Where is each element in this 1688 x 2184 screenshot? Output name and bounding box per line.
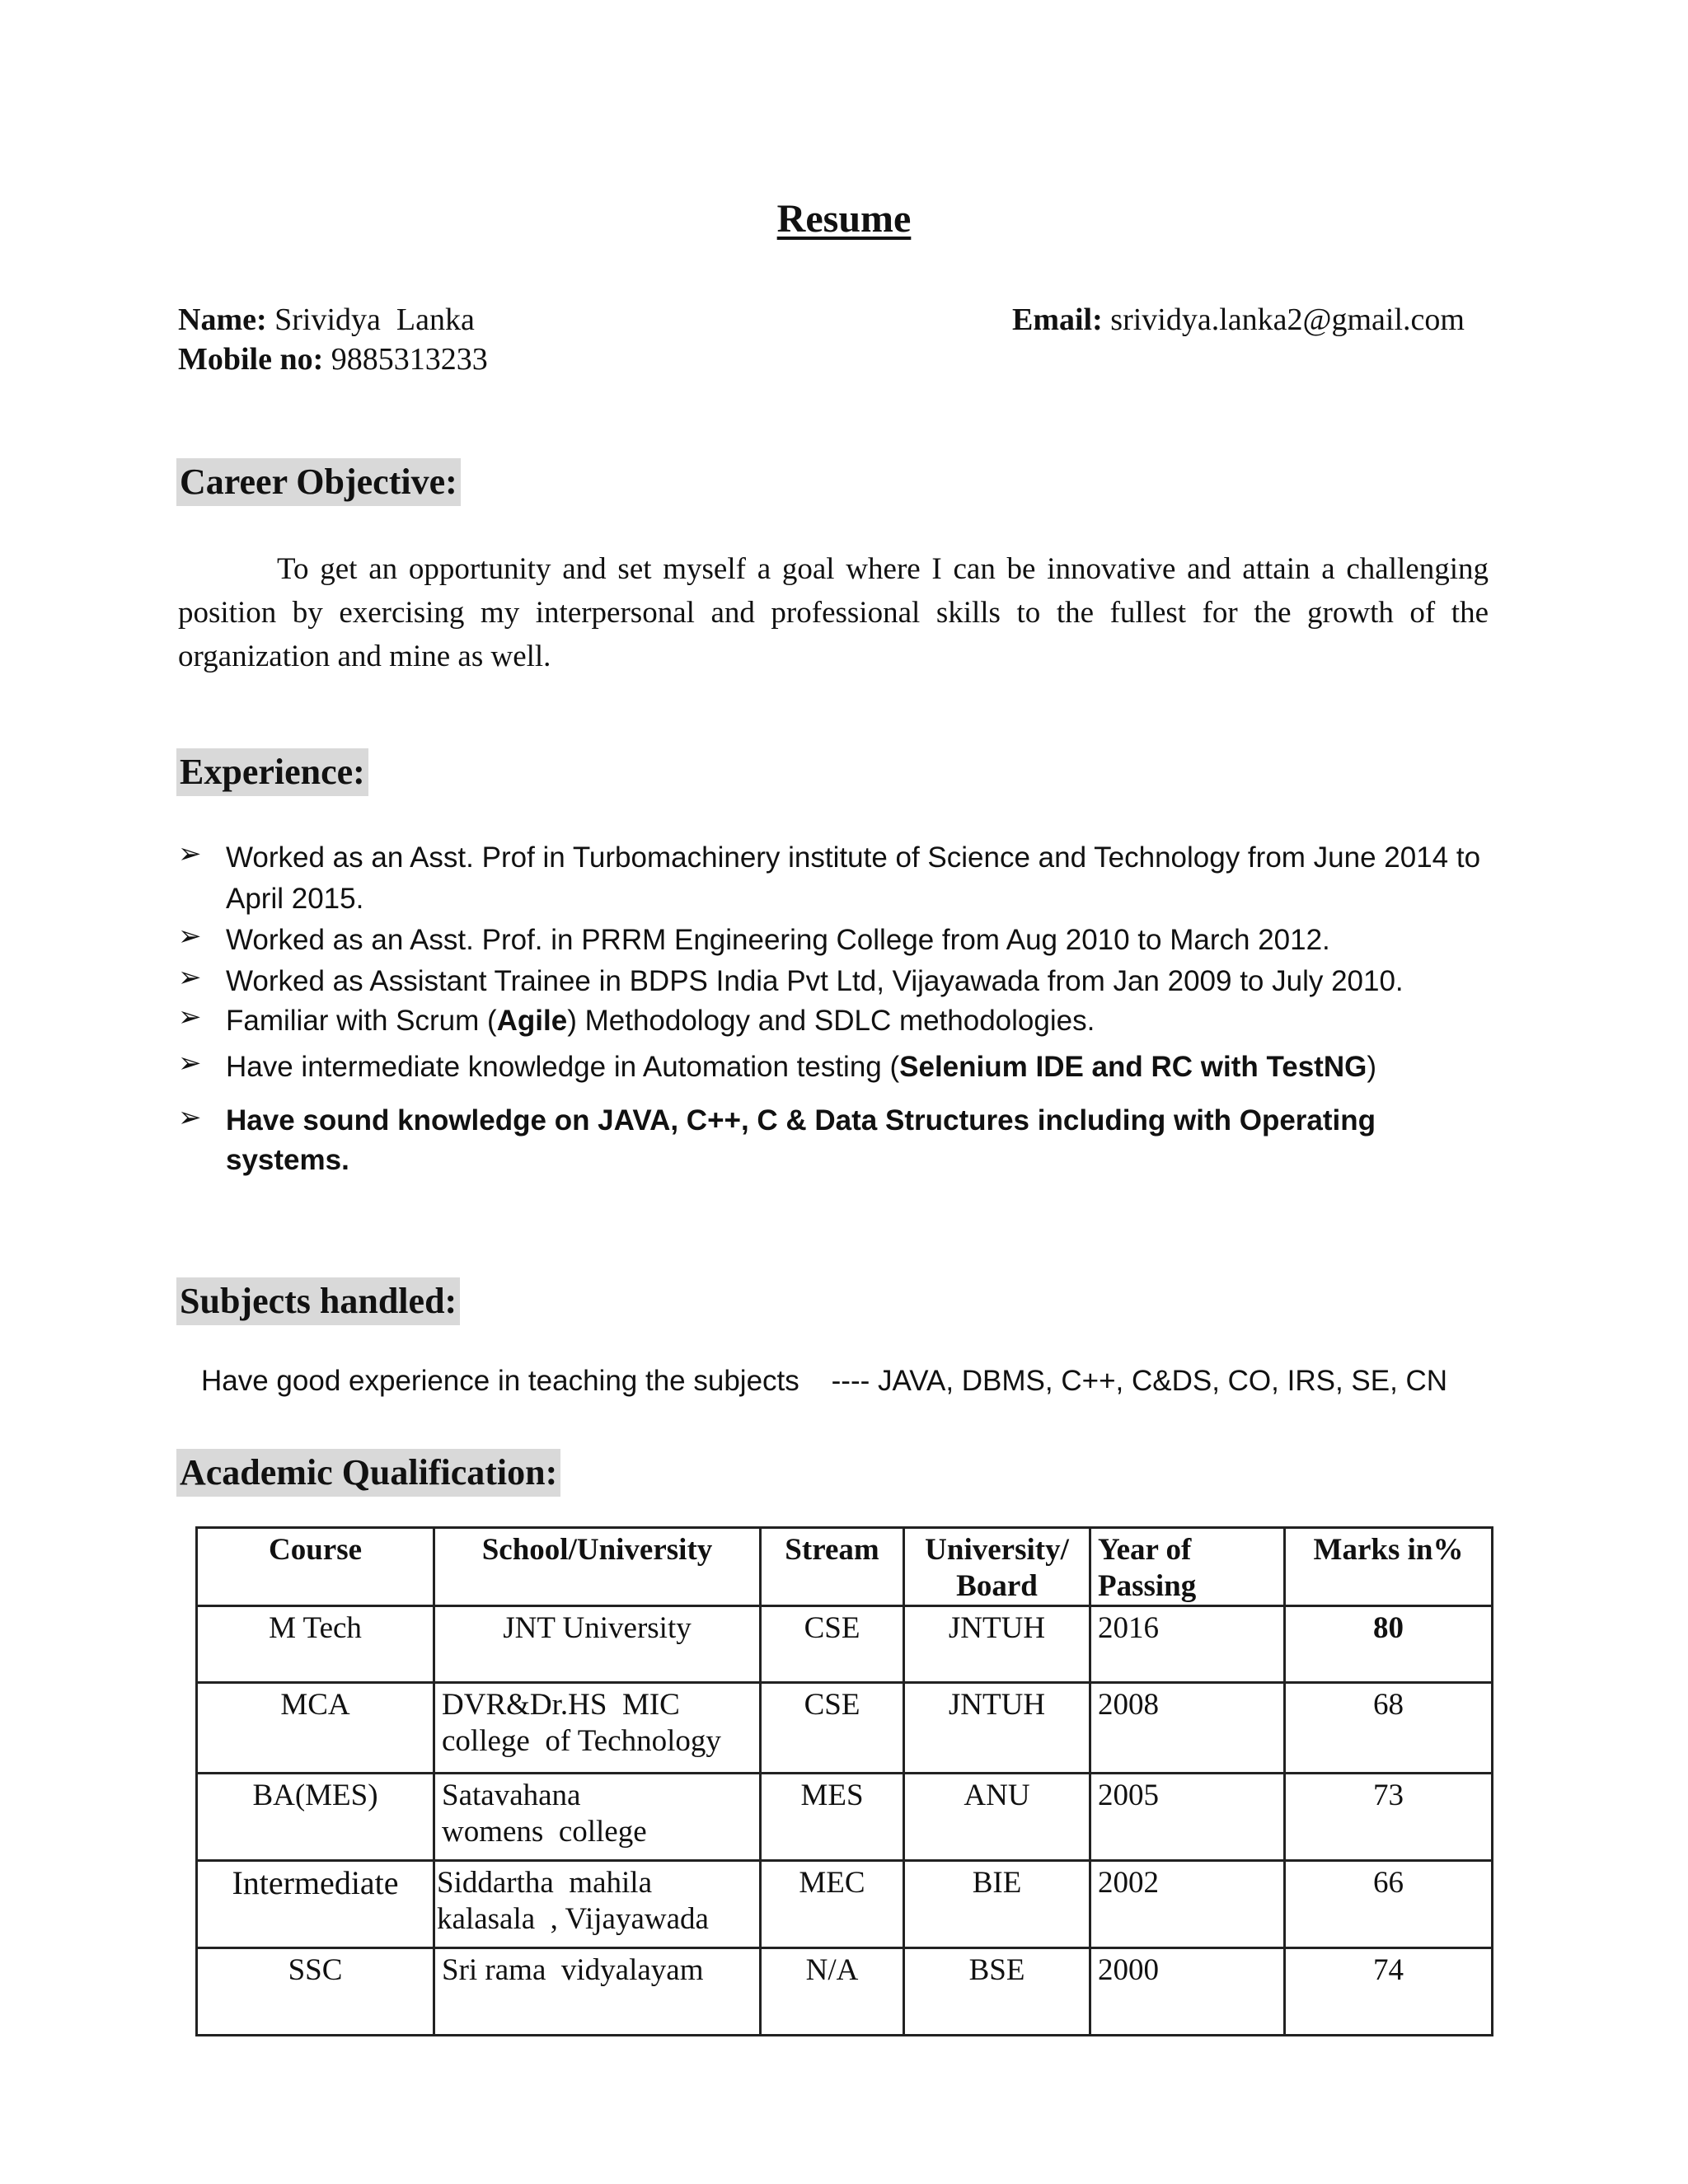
name-value: Srividya Lanka: [274, 302, 475, 337]
experience-item: ➢ Have sound knowledge on JAVA, C++, C & Data Structures including with Operating systems.: [178, 1102, 1376, 1176]
table-row: BA(MES) Satavahana womens college MES ANU 2005 73: [197, 1774, 1493, 1861]
header-school: School/University: [434, 1528, 761, 1606]
bullet-arrow-icon: ➢: [178, 1047, 202, 1079]
bullet-arrow-icon: ➢: [178, 1102, 202, 1133]
experience-item: ➢ Worked as an Asst. Prof in Turbomachinery institute of Science and Technology from June 2014 to April 2015.: [178, 838, 1481, 915]
experience-item: ➢ Have intermediate knowledge in Automation testing (Selenium IDE and RC with TestNG): [178, 1047, 1376, 1083]
name-line: [178, 302, 475, 338]
experience-heading: Experience:: [176, 748, 368, 796]
table-header-row: [197, 1528, 1493, 1606]
bullet-arrow-icon: ➢: [178, 838, 202, 869]
academic-table: [195, 1526, 1493, 2036]
bullet-arrow-icon: ➢: [178, 962, 202, 993]
mobile-line: [178, 341, 488, 377]
mobile-value: 9885313233: [331, 342, 488, 377]
academic-heading: Academic Qualification:: [176, 1449, 560, 1497]
header-course: Course: [197, 1528, 434, 1606]
email-value[interactable]: srividya.lanka2@gmail.com: [1110, 302, 1465, 337]
table-row: SSC Sri rama vidyalayam N/A BSE 2000 74: [197, 1948, 1493, 2036]
table-row: M Tech JNT University CSE JNTUH 2016 80: [197, 1606, 1493, 1683]
mobile-label: Mobile no:: [178, 342, 324, 377]
career-objective-heading: Career Objective:: [176, 458, 461, 506]
header-board: University/ Board: [904, 1528, 1090, 1606]
career-objective-text: [178, 547, 1489, 678]
email-line: [1012, 302, 1465, 338]
table-row: Intermediate Siddartha mahila kalasala , Vijayawada MEC BIE 2002 66: [197, 1861, 1493, 1948]
table-row: MCA DVR&Dr.HS MIC college of Technology CSE JNTUH 2008 68: [197, 1683, 1493, 1774]
email-label: Email:: [1012, 302, 1103, 337]
experience-item: ➢ Worked as Assistant Trainee in BDPS India Pvt Ltd, Vijayawada from Jan 2009 to July 2010.: [178, 962, 1404, 997]
experience-item: ➢ Familiar with Scrum (Agile) Methodology and SDLC methodologies.: [178, 1001, 1095, 1037]
bullet-arrow-icon: ➢: [178, 1001, 202, 1033]
name-label: Name:: [178, 302, 267, 337]
bullet-arrow-icon: ➢: [178, 921, 202, 952]
subjects-heading: Subjects handled:: [176, 1277, 460, 1325]
experience-item: ➢ Worked as an Asst. Prof. in PRRM Engineering College from Aug 2010 to March 2012.: [178, 921, 1330, 956]
page-title: Resume: [776, 197, 912, 241]
subjects-text: Have good experience in teaching the subjects ---- JAVA, DBMS, C++, C&DS, CO, IRS, SE, CN: [201, 1365, 1448, 1397]
header-year: Year of Passing: [1090, 1528, 1285, 1606]
header-stream: Stream: [761, 1528, 904, 1606]
career-objective-body: To get an opportunity and set myself a goal where I can be innovative and attain a challenging position by exercising my interpersonal and professional skills to the fullest for the growth of the organization and mine as well.: [178, 552, 1489, 673]
header-marks: Marks in%: [1285, 1528, 1493, 1606]
